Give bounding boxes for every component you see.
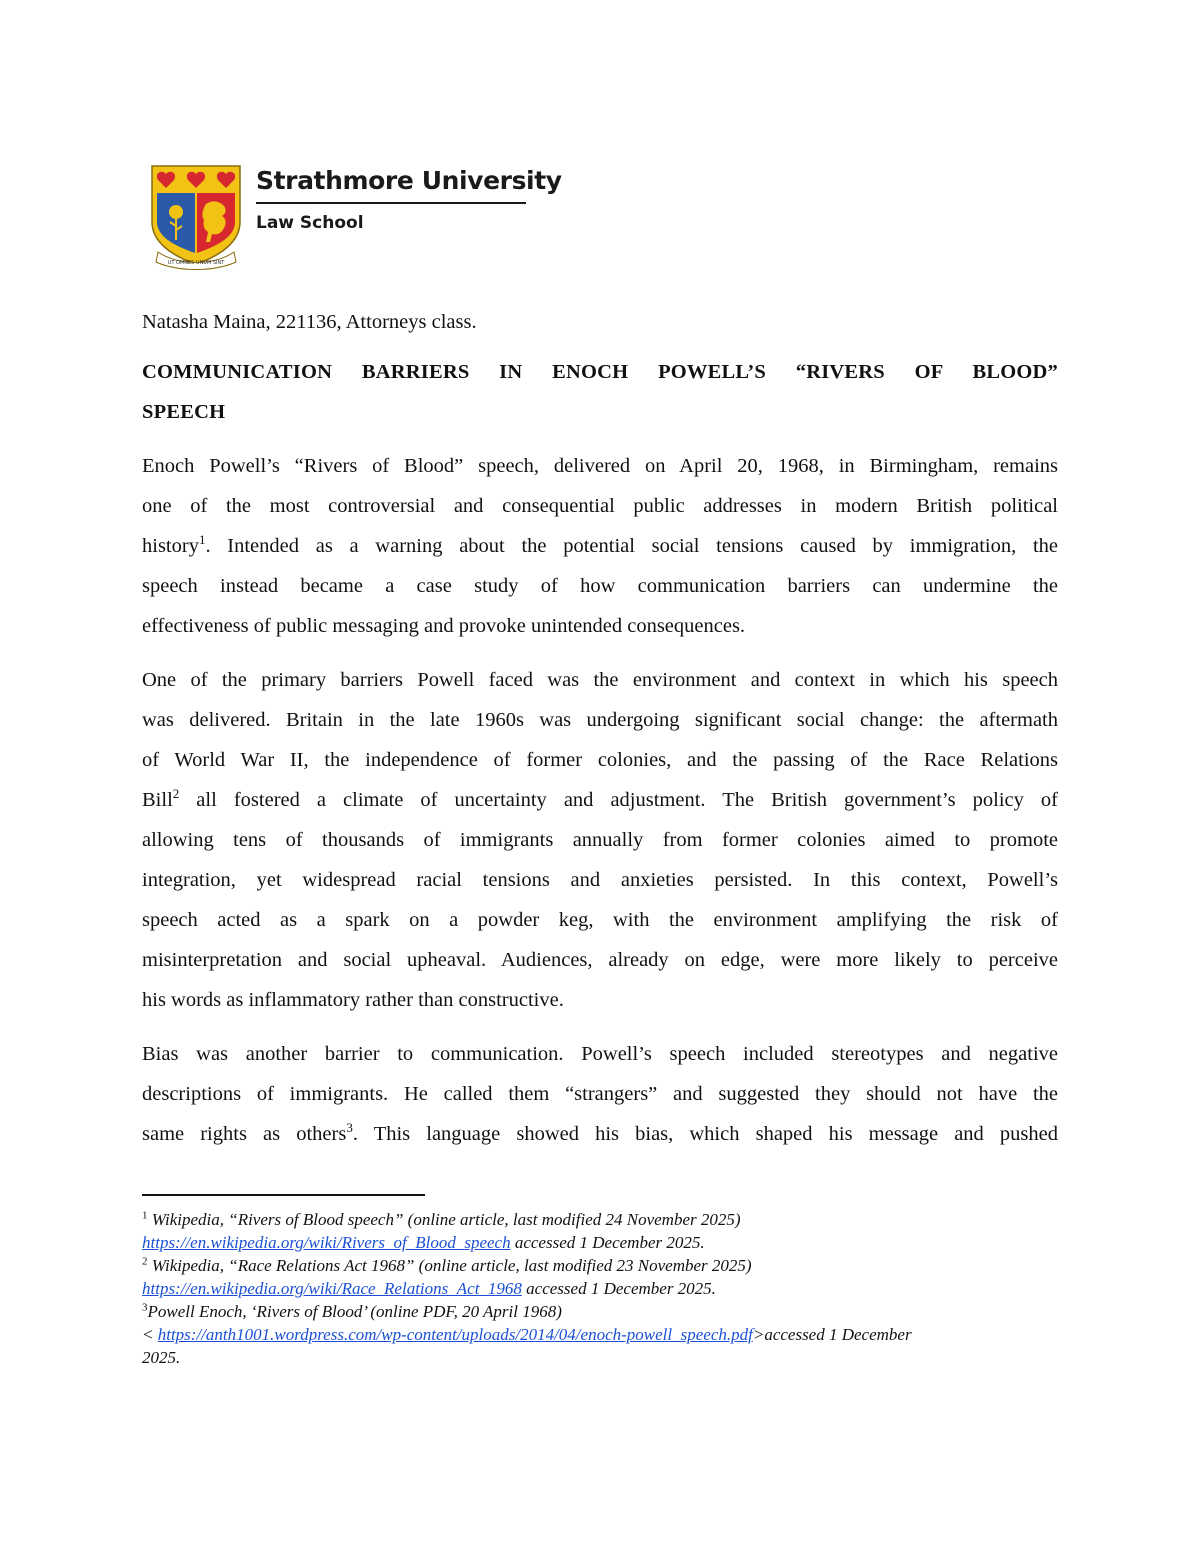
paragraph-2-line: allowing tens of thousands of immigrants annually from former colonies aimed to promote: [142, 829, 1058, 851]
paragraph-2-line: his words as inflammatory rather than constructive.: [142, 989, 564, 1011]
paragraph-1-line: Enoch Powell’s “Rivers of Blood” speech, delivered on April 20, 1968, in Birmingham, remains: [142, 455, 1058, 477]
footnote-2: [142, 1254, 1058, 1277]
footnote-ref-3[interactable]: 3: [346, 1120, 353, 1136]
paragraph-2-line: of World War II, the independence of former colonies, and the passing of the Race Relations: [142, 749, 1058, 771]
footnote-ref-1[interactable]: 1: [198, 532, 206, 548]
crest-icon: [148, 160, 244, 272]
paragraph-3-line: [142, 1114, 1058, 1154]
text-span: same rights as others: [142, 1123, 347, 1145]
footnote-separator: [142, 1194, 425, 1196]
paragraph-2-line: integration, yet widespread racial tensions and anxieties persisted. In this context, Powell’s: [142, 869, 1058, 891]
paragraph-2-line: One of the primary barriers Powell faced was the environment and context in which his speech: [142, 669, 1058, 691]
paragraph-1-line: effectiveness of public messaging and provoke unintended consequences.: [142, 615, 746, 637]
footnote-bracket: <: [142, 1325, 158, 1344]
text-span: history: [142, 535, 199, 557]
paragraph-2-line: misinterpretation and social upheaval. Audiences, already on edge, were more likely to perceive: [142, 949, 1058, 971]
footnote-link[interactable]: https://en.wikipedia.org/wiki/Rivers_of_Blood_speech: [142, 1233, 511, 1252]
paragraph-3-line: Bias was another barrier to communication. Powell’s speech included stereotypes and negative: [142, 1043, 1058, 1065]
footnote-text: Powell Enoch, ‘Rivers of Blood’ (online PDF, 20 April 1968): [147, 1302, 562, 1321]
paragraph-1-line: [142, 526, 1058, 566]
author-line: Natasha Maina, 221136, Attorneys class.: [142, 311, 477, 333]
footnote-number: 2: [142, 1255, 148, 1268]
paragraph-2-line: speech acted as a spark on a powder keg, with the environment amplifying the risk of: [142, 909, 1058, 931]
footnote-text: Wikipedia, “Rivers of Blood speech” (online article, last modified 24 November 2025): [147, 1210, 741, 1229]
footnote-1: [142, 1208, 1058, 1231]
university-name: Strathmore University: [256, 166, 562, 195]
footnote-text: Wikipedia, “Race Relations Act 1968” (online article, last modified 23 November 2025): [147, 1256, 752, 1275]
footnote-link[interactable]: https://en.wikipedia.org/wiki/Race_Relations_Act_1968: [142, 1279, 522, 1298]
footnote-accessed: >accessed 1 December: [752, 1325, 912, 1344]
school-name: Law School: [256, 213, 364, 233]
footnote-2-link-line: [142, 1277, 1058, 1300]
text-span: . This language showed his bias, which shaped his message and pushed: [352, 1123, 1058, 1145]
footnote-3: [142, 1300, 1058, 1323]
text-span: Bill: [142, 789, 173, 811]
paragraph-1-line: one of the most controversial and consequential public addresses in modern British political: [142, 495, 1058, 517]
footnote-link[interactable]: https://anth1001.wordpress.com/wp-content/uploads/2014/04/enoch-powell_speech.pdf: [157, 1325, 753, 1344]
text-span: all fostered a climate of uncertainty and adjustment. The British government’s policy of: [179, 789, 1058, 811]
footnote-3-link-line: [142, 1323, 1058, 1346]
logo-divider: [256, 202, 526, 204]
paragraph-1-line: speech instead became a case study of how communication barriers can undermine the: [142, 575, 1058, 597]
essay-title-line-1: COMMUNICATION BARRIERS IN ENOCH POWELL’S “RIVERS OF BLOOD”: [142, 361, 1058, 383]
footnote-3-year-line: 2025.: [142, 1348, 181, 1367]
footnote-1-link-line: [142, 1231, 1058, 1254]
footnote-number: 3: [142, 1301, 148, 1314]
university-logo: [148, 160, 562, 275]
footnote-number: 1: [142, 1209, 148, 1222]
paragraph-3-line: descriptions of immigrants. He called them “strangers” and suggested they should not have the: [142, 1083, 1058, 1105]
footnote-ref-2[interactable]: 2: [172, 786, 180, 802]
footnote-accessed: accessed 1 December 2025.: [510, 1233, 705, 1252]
footnote-accessed: accessed 1 December 2025.: [521, 1279, 716, 1298]
paragraph-2-line: [142, 780, 1058, 820]
crest-motto: UT OMNES UNUM SINT: [167, 260, 225, 266]
essay-title-line-2: SPEECH: [142, 401, 226, 423]
paragraph-2-line: was delivered. Britain in the late 1960s was undergoing significant social change: the aftermath: [142, 709, 1058, 731]
text-span: . Intended as a warning about the potential social tensions caused by immigration, the: [205, 535, 1058, 557]
